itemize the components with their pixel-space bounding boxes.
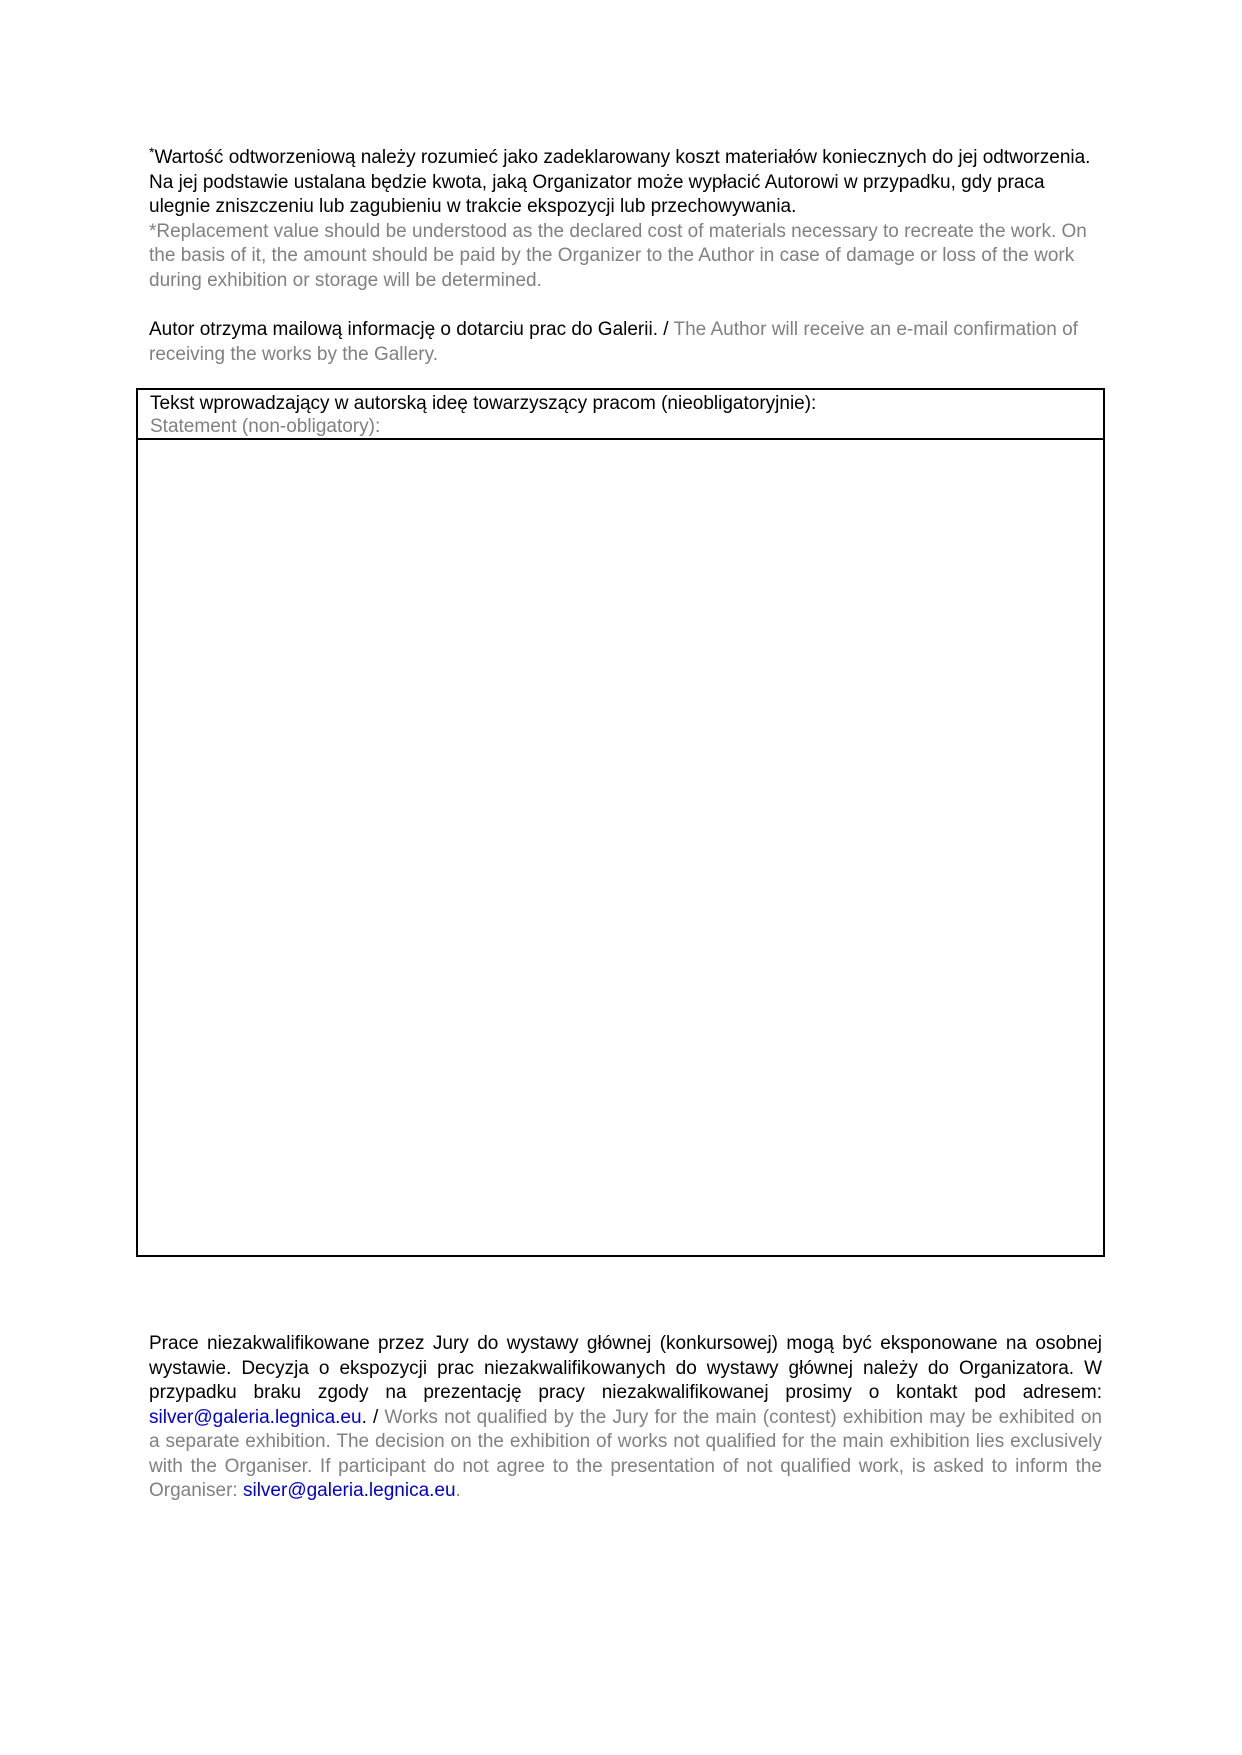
disqualified-text-en: Works not qualified by the Jury for the main (contest) exhibition may be exhibited on a separate exhibition. The decision on the exhibition of works not qualified for the main exhibition lies exclusively with the Organiser. If participant do not agree to the presentation of not qualified work, is asked to inform the Organiser: — [149, 1406, 1102, 1501]
footnote-section — [149, 146, 1102, 293]
separator-text: . / — [361, 1406, 385, 1428]
end-period: . — [455, 1480, 461, 1501]
email-link-en[interactable]: silver@galeria.legnica.eu — [242, 1480, 456, 1501]
statement-text-area[interactable] — [138, 440, 1103, 1255]
footnote-marker: * — [149, 144, 155, 160]
confirmation-text-en: The Author will receive an e-mail confirmation of receiving the works by the Gallery. — [149, 319, 1078, 365]
footnote-text-pl: Wartość odtworzeniową należy rozumieć jako zadeklarowany koszt materiałów koniecznych do jej odtworzenia. Na jej podstawie ustalana będzie kwota, jaką Organizator może wypłacić Autorowi w przypadku, gdy praca ulegnie zniszczeniu lub zagubieniu w trakcie ekspozycji lub przechowywania. — [149, 147, 1091, 217]
statement-label-pl: Tekst wprowadzający w autorską ideę towarzyszący pracom (nieobligatoryjnie): — [150, 393, 817, 414]
disqualified-text-pl: Prace niezakwalifikowane przez Jury do wystawy głównej (konkursowej) mogą być eksponowane na osobnej wystawie. Decyzja o ekspozycji prac niezakwalifikowanych do wystawy głównej należy do Organizatora. W przypadku braku zgody na prezentację pracy niezakwalifikowanej prosimy o kontakt pod adresem: — [149, 1333, 1102, 1403]
confirmation-section — [149, 318, 1102, 367]
confirmation-text-pl: Autor otrzyma mailową informację o dotarciu prac do Galerii. / — [149, 319, 674, 340]
statement-label-en: Statement (non-obligatory): — [150, 416, 381, 437]
statement-box — [136, 388, 1105, 1257]
statement-box-header — [138, 390, 1103, 440]
disqualified-works-section — [149, 1332, 1102, 1504]
email-link-pl[interactable]: silver@galeria.legnica.eu — [149, 1406, 362, 1428]
footnote-text-en: *Replacement value should be understood as the declared cost of materials necessary to recreate the work. On the basis of it, the amount should be paid by the Organizer to the Author in case of damage or loss of the work during exhibition or storage will be determined. — [149, 220, 1087, 291]
